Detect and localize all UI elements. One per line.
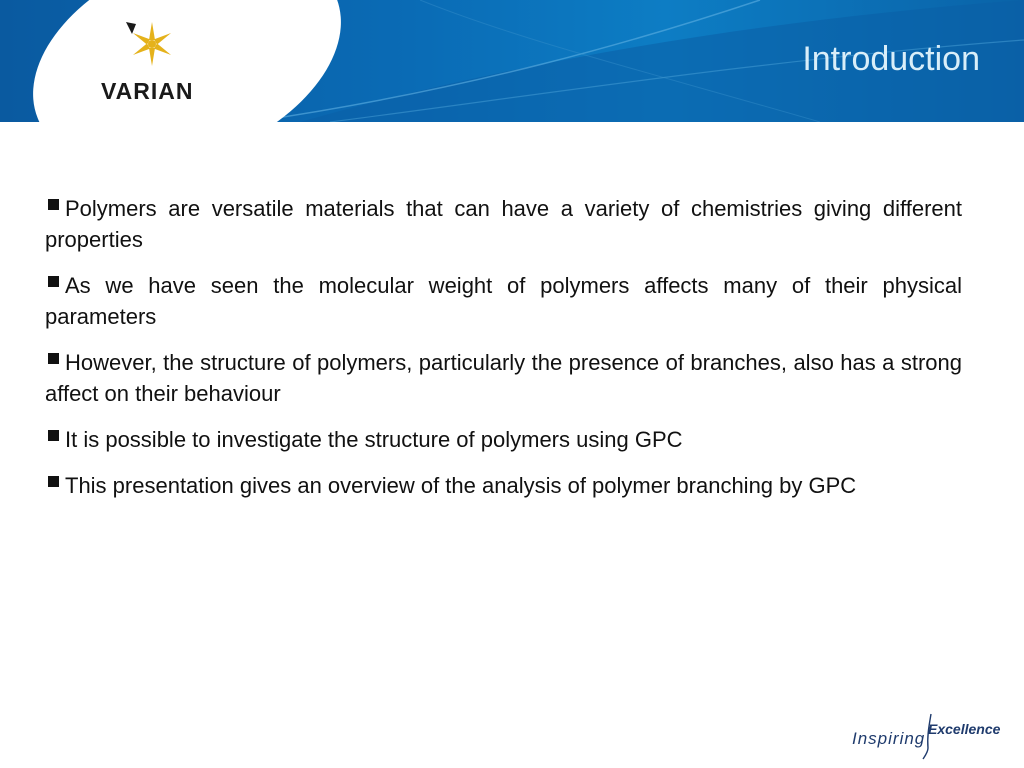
varian-logo-mark-icon bbox=[120, 18, 176, 70]
bullet-item bbox=[45, 470, 962, 501]
tagline-excellence: Excellence bbox=[928, 721, 1001, 737]
bullet-item bbox=[45, 270, 962, 332]
square-bullet-icon bbox=[48, 276, 59, 287]
bullet-item bbox=[45, 424, 962, 455]
square-bullet-icon bbox=[48, 353, 59, 364]
square-bullet-icon bbox=[48, 476, 59, 487]
bullet-item bbox=[45, 347, 962, 409]
bullet-text: This presentation gives an overview of the analysis of polymer branching by GPC bbox=[65, 473, 857, 498]
slide-title: Introduction bbox=[802, 40, 980, 78]
bullet-list bbox=[45, 193, 962, 516]
square-bullet-icon bbox=[48, 430, 59, 441]
footer-tagline-logo bbox=[848, 712, 1016, 760]
bullet-text: However, the structure of polymers, particularly the presence of branches, also has a strong affect on their behaviour bbox=[45, 350, 962, 406]
logo-wordmark: VARIAN bbox=[101, 78, 194, 104]
bullet-item bbox=[45, 193, 962, 255]
bullet-text: It is possible to investigate the structure of polymers using GPC bbox=[65, 427, 683, 452]
bullet-text: As we have seen the molecular weight of polymers affects many of their physical parameters bbox=[45, 273, 962, 329]
bullet-text: Polymers are versatile materials that can have a variety of chemistries giving different properties bbox=[45, 196, 962, 252]
square-bullet-icon bbox=[48, 199, 59, 210]
title-band bbox=[0, 0, 1024, 122]
tagline-inspiring: Inspiring bbox=[852, 729, 926, 748]
